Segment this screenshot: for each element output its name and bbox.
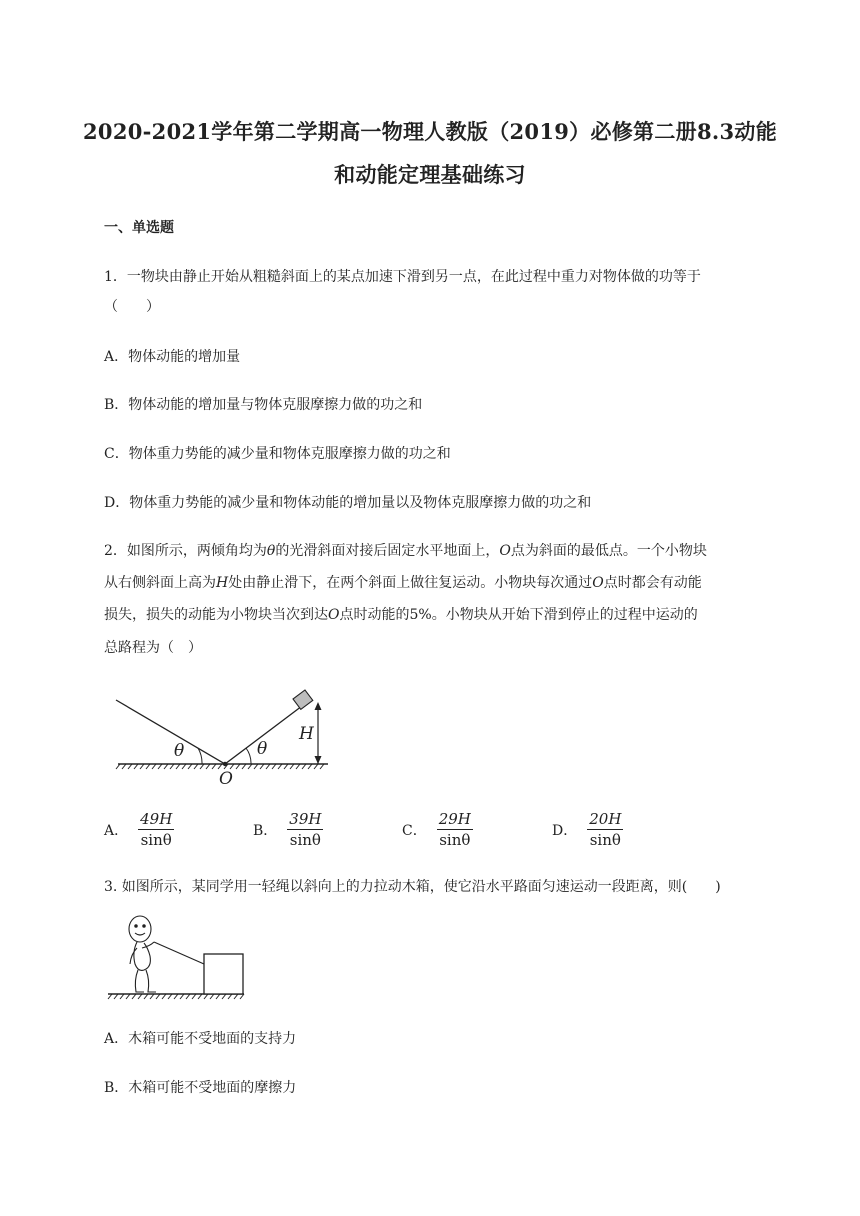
incline-figure bbox=[110, 684, 340, 788]
page-title-line2: 和动能定理基础练习 bbox=[334, 162, 526, 187]
q2-option-a: A． $\frac{49H}{\sin\theta}$ bbox=[104, 810, 173, 849]
wooden-box bbox=[204, 954, 243, 994]
q1-option-b: B．物体动能的增加量与物体克服摩擦力做的功之和 bbox=[104, 397, 423, 413]
q3-stem: 3. 如图所示，某同学用一轻绳以斜向上的力拉动木箱，使它沿水平路面匀速运动一段距离，则( ) bbox=[104, 879, 721, 895]
q1-stem-line2: （ ） bbox=[104, 299, 160, 315]
rope bbox=[154, 942, 204, 964]
theta-right-label: θ bbox=[257, 739, 268, 759]
fraction: $\frac{49H}{\sin\theta}$ bbox=[140, 810, 173, 849]
fraction: $\frac{29H}{\sin\theta}$ bbox=[438, 810, 471, 849]
q1-option-a: A．物体动能的增加量 bbox=[104, 349, 241, 365]
q2-option-d: D． $\frac{20H}{\sin\theta}$ bbox=[552, 810, 622, 849]
block-icon bbox=[293, 690, 313, 709]
q2-stem-line4: 总路程为（ ） bbox=[104, 640, 202, 656]
q1-option-d: D．物体重力势能的减少量和物体动能的增加量以及物体克服摩擦力做的功之和 bbox=[104, 495, 592, 511]
q1-stem-line1: 1．一物块由静止开始从粗糙斜面上的某点加速下滑到另一点，在此过程中重力对物体做的功等于 bbox=[104, 269, 701, 285]
q3-option-a: A．木箱可能不受地面的支持力 bbox=[104, 1031, 297, 1047]
theta-left-label: θ bbox=[174, 741, 185, 761]
left-incline bbox=[116, 700, 225, 764]
q1-option-c: C．物体重力势能的减少量和物体克服摩擦力做的功之和 bbox=[104, 446, 451, 462]
section-heading: 一、单选题 bbox=[104, 220, 174, 236]
pulling-box-figure bbox=[104, 912, 250, 1004]
point-o bbox=[223, 762, 227, 766]
fraction: $\frac{39H}{\sin\theta}$ bbox=[289, 810, 322, 849]
q2-option-c: C． $\frac{29H}{\sin\theta}$ bbox=[402, 810, 471, 849]
page-title-line1: 2020-2021学年第二学期高一物理人教版（2019）必修第二册8.3动能 bbox=[83, 119, 777, 144]
q2-option-b: B． $\frac{39H}{\sin\theta}$ bbox=[253, 810, 322, 849]
q2-stem-line1: 2．如图所示，两倾角均为θ的光滑斜面对接后固定水平地面上，O点为斜面的最低点。一个小物块 bbox=[104, 543, 707, 559]
q2-stem-line3: 损失，损失的动能为小物块当次到达O点时动能的5%。小物块从开始下滑到停止的过程中运动的 bbox=[104, 607, 698, 623]
q2-stem-line2: 从右侧斜面上高为H处由静止滑下，在两个斜面上做往复运动。小物块每次通过O点时都会有动能 bbox=[104, 575, 702, 591]
theta-symbol: θ bbox=[266, 543, 276, 559]
student-figure bbox=[129, 916, 156, 992]
height-label: H bbox=[299, 724, 314, 744]
q3-option-b: B．木箱可能不受地面的摩擦力 bbox=[104, 1080, 297, 1096]
o-label: O bbox=[219, 769, 233, 788]
fraction: $\frac{20H}{\sin\theta}$ bbox=[589, 810, 622, 849]
